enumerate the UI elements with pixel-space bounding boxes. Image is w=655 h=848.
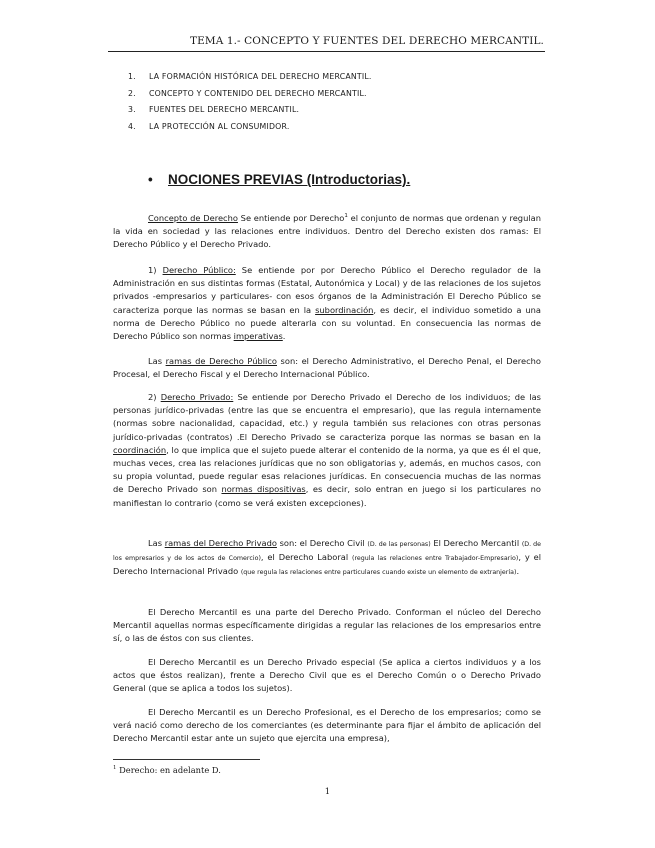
toc-item-number: 4.: [128, 121, 136, 131]
item-number: 1): [148, 265, 163, 275]
text-run: , lo que implica que el sujeto puede alterar el contenido de la norma, ya que es él el que, muchas veces, crea las relaciones jurídicas que no son obligatorias y, además, en muchos casos, con su propia voluntad, puede regular esas relaciones jurídicas. En consecuencia muchas de las normas de Derecho Privado son: [113, 444, 541, 495]
toc-item-number: 1.: [128, 72, 136, 81]
text-run: son: el Derecho Civil: [276, 538, 368, 548]
section-heading-text: NOCIONES PREVIAS (Introductorias).: [168, 172, 411, 187]
text-run: el conjunto de normas que ordenan y regulan la vida en sociedad y las relaciones entre individuos. Dentro del Derecho existen dos ramas: El Derecho Público y el Derecho Privado.: [113, 213, 541, 250]
running-header: TEMA 1.- CONCEPTO Y FUENTES DEL DERECHO MERCANTIL.: [189, 35, 544, 47]
term: ramas de Derecho Público: [165, 356, 277, 366]
text-run: , es decir, solo entran en juego si los particulares no manifiestan lo contrario (como se verá existen excepciones).: [113, 484, 541, 508]
term: Concepto de Derecho: [148, 213, 238, 223]
paragraph-derecho-publico: [113, 264, 541, 343]
toc-item-number: 2.: [128, 88, 136, 98]
toc-item: [128, 72, 372, 89]
footnote-mark: 1: [113, 765, 117, 772]
term: imperativas: [233, 331, 283, 342]
paragraph-ramas-publico: [113, 355, 541, 381]
text-run: son: el Derecho Administrativo, el Derecho Penal, el Derecho Procesal, el Derecho Fiscal y el Derecho Internacional Público.: [113, 356, 542, 380]
term: ramas del Derecho Privado: [164, 538, 277, 548]
footnote: [113, 765, 221, 775]
term: coordinación: [113, 444, 167, 455]
text-run: , y el Derecho Internacional Privado: [113, 552, 542, 577]
term: normas dispositivas: [221, 484, 306, 495]
toc-item: [128, 122, 372, 139]
paragraph-ramas-privado: [113, 537, 541, 580]
paragraph-derecho-privado: [113, 391, 541, 510]
footnote-text: Derecho: en adelante D.: [119, 765, 221, 775]
paragraph-mercantil-profesional: El Derecho Mercantil es un Derecho Profesional, es el Derecho de los empresarios; como se verá nació como derecho de los comerciantes (es determinante para fijar el ámbito de aplicación del Derecho Mercantil estar ante un sujeto que ejercita una empresa),: [113, 707, 541, 744]
text-run: El Derecho Mercantil: [430, 538, 522, 548]
text-run: Se entiende por Derecho: [237, 213, 345, 223]
small-note: (regula las relaciones entre Trabajador-Empresario): [352, 555, 519, 563]
text-run: Las: [148, 356, 166, 366]
term: subordinación: [315, 304, 374, 315]
toc-item-label: CONCEPTO Y CONTENIDO DEL DERECHO MERCANTIL.: [149, 88, 367, 98]
page-number: 1: [324, 787, 331, 797]
text-run: Se entiende por por Derecho Público el Derecho regulador de la Administración en sus distintas formas (Estatal, Autonómica y Local) y de las relaciones de los sujetos privados -empresarios y particulares- con esos órganos de la Administración El Derecho Público se caracteriza porque las normas se basan en la: [113, 265, 542, 315]
bullet-icon: •: [148, 172, 153, 187]
small-note: (D. de los empresarios y de los actos de Comercio): [113, 541, 542, 563]
toc-item-label: LA FORMACIÓN HISTÓRICA DEL DERECHO MERCANTIL.: [149, 72, 372, 81]
toc-item-label: LA PROTECCIÓN AL CONSUMIDOR.: [149, 121, 290, 131]
paragraph-concepto-derecho: [113, 212, 541, 252]
header-rule: [108, 51, 545, 52]
footnote-divider: [113, 759, 260, 760]
footnote-ref: 1: [344, 213, 348, 220]
toc-item-label: FUENTES DEL DERECHO MERCANTIL.: [149, 105, 300, 114]
text-run: Se entiende por Derecho Privado el Derecho de los individuos; de las personas jurídico-privadas (entre las que se encuentra el empresario), que las regula internamente (normas sobre nacionalidad, capacidad, etc.) y regula también sus relaciones con otras personas jurídico-privadas (contratos) .El Derecho Privado se caracteriza porque las normas se basan en la: [113, 392, 541, 442]
paragraph-mercantil-especial: El Derecho Mercantil es un Derecho Privado especial (Se aplica a ciertos individuos y a los actos que éstos realizan), frente a Derecho Civil que es el Derecho Común o o Derecho Privado General (que se aplica a todos los sujetos).: [113, 657, 541, 694]
text-run: .: [282, 331, 286, 342]
item-number: 2): [148, 392, 161, 402]
text-run: , es decir, el individuo sometido a una norma de Derecho Público no puede alterarla con su voluntad. En consecuencia las normas de Derecho Público son normas: [113, 304, 541, 342]
small-note: (D. de las personas): [367, 541, 431, 548]
text-run: , el Derecho Laboral: [260, 552, 352, 563]
toc-item: [128, 89, 372, 106]
text-run: Las: [148, 538, 165, 548]
toc-item: [128, 105, 372, 122]
term: Derecho Privado:: [160, 392, 234, 402]
term: Derecho Público:: [162, 265, 236, 275]
section-heading: [148, 172, 410, 187]
paragraph-mercantil-parte: El Derecho Mercantil es una parte del Derecho Privado. Conforman el núcleo del Derecho Mercantil aquellas normas específicamente dirigidas a regular las relaciones de los empresarios entre sí, o las de éstos con sus clientes.: [113, 607, 541, 644]
table-of-contents: [128, 72, 372, 138]
text-run: .: [516, 566, 520, 577]
toc-item-number: 3.: [128, 105, 136, 114]
small-note: (que regula las relaciones entre particulares cuando existe un elemento de extranjería): [240, 569, 517, 577]
